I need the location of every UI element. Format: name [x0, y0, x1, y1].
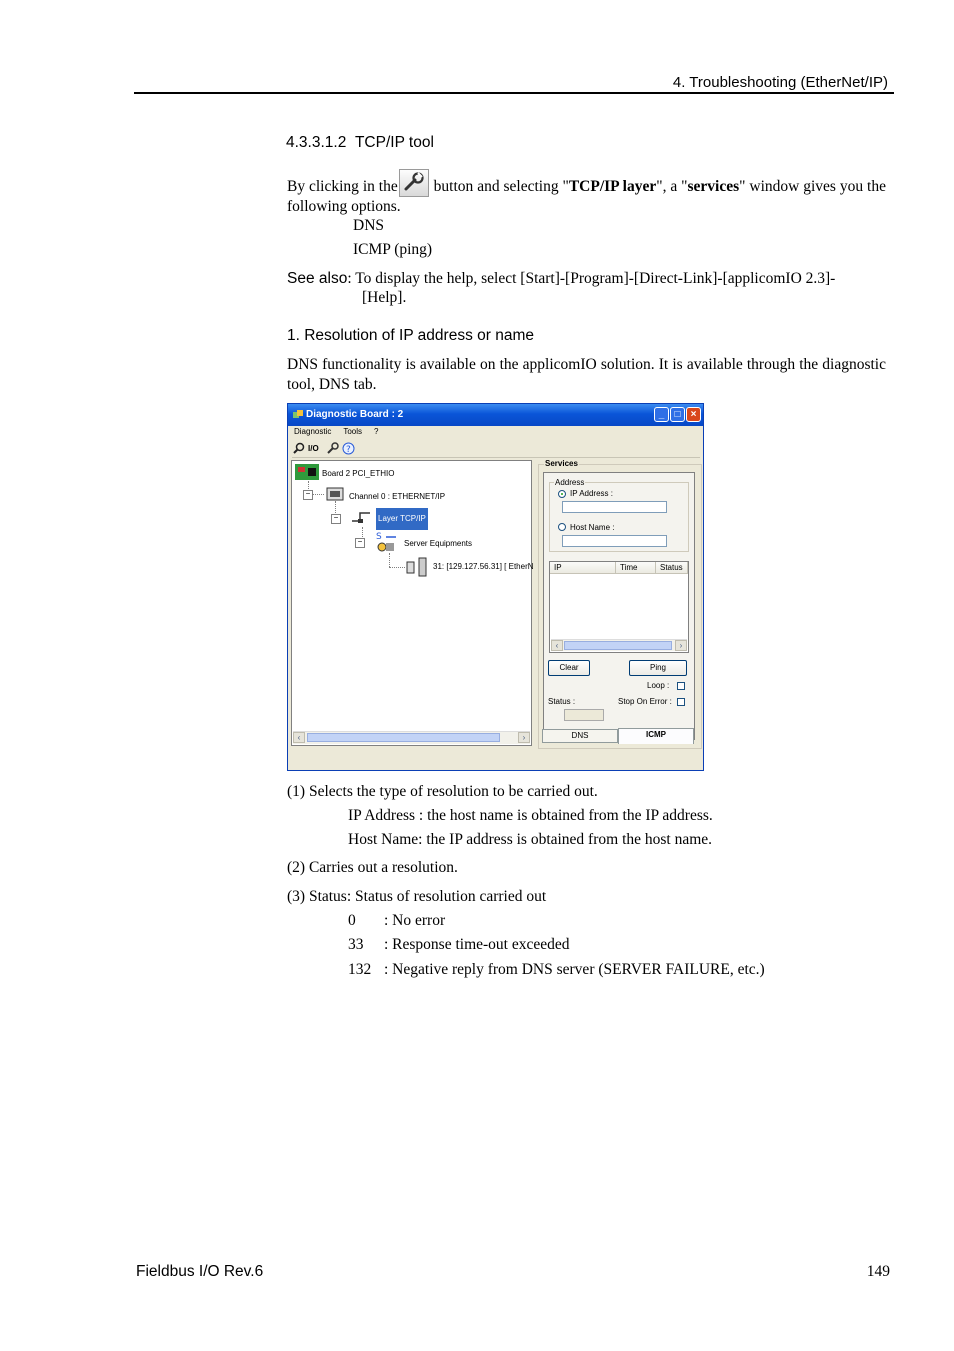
menu-diagnostic[interactable]: Diagnostic	[294, 427, 332, 436]
code-value: 132	[348, 961, 372, 978]
toolbar	[292, 441, 700, 458]
close-button[interactable]: ×	[686, 407, 701, 422]
item-1: (1) Selects the type of resolution to be carried out.	[287, 783, 598, 800]
code-value: 33	[348, 936, 364, 953]
chapter-header: 4. Troubleshooting (EtherNet/IP)	[672, 74, 888, 91]
board-icon	[295, 464, 319, 480]
column-ip[interactable]: IP	[550, 562, 616, 574]
scroll-thumb[interactable]	[307, 733, 500, 742]
intro-bold-tcpip: TCP/IP layer	[568, 178, 657, 195]
option-icmp: ICMP (ping)	[353, 241, 433, 258]
clear-button[interactable]: Clear	[548, 660, 590, 676]
ip-address-radio[interactable]	[558, 490, 566, 498]
tree-channel[interactable]: Channel 0 : ETHERNET/IP	[349, 492, 446, 501]
menu-tools[interactable]: Tools	[343, 427, 363, 436]
host-name-radio[interactable]	[558, 523, 566, 531]
item-1-sub-host: Host Name: the IP address is obtained from the host name.	[348, 831, 713, 848]
loop-checkbox[interactable]	[677, 682, 685, 690]
tree-expander[interactable]: −	[331, 514, 341, 524]
item-3: (3) Status: Status of resolution carried out	[287, 888, 547, 905]
intro-text-2: button and selecting "	[429, 178, 569, 195]
tree-layer-selected[interactable]: Layer TCP/IP	[376, 508, 428, 530]
item-1-sub-ip: IP Address : the host name is obtained from the IP address.	[348, 807, 713, 824]
column-status[interactable]: Status	[656, 562, 688, 574]
section-title: TCP/IP tool	[354, 134, 434, 151]
diagnostic-window	[287, 403, 704, 771]
section-number: 4.3.3.1.2	[286, 134, 347, 151]
stop-on-error-checkbox[interactable]	[677, 698, 685, 706]
intro-paragraph	[287, 169, 886, 217]
services-group	[538, 459, 702, 749]
stop-on-error-label: Stop On Error :	[618, 697, 672, 706]
menu-help[interactable]: ?	[374, 427, 379, 436]
code-desc: : No error	[384, 912, 446, 929]
tree-equipment[interactable]: 31: [129.127.56.31] [ EtherN	[433, 562, 534, 571]
code-desc: : Negative reply from DNS server (SERVER FAILURE, etc.)	[384, 961, 765, 978]
window-title: Diagnostic Board : 2	[306, 409, 404, 420]
column-time[interactable]: Time	[616, 562, 656, 574]
tree-hscrollbar[interactable]	[293, 731, 530, 744]
see-also-label: See also	[287, 270, 348, 287]
footer-title: Fieldbus I/O Rev.6	[136, 1263, 264, 1280]
subsection-title: 1. Resolution of IP address or name	[287, 327, 534, 344]
option-dns: DNS	[353, 217, 385, 234]
tree-expander[interactable]: −	[303, 490, 313, 500]
service-tabs	[542, 729, 697, 745]
minimize-button[interactable]: _	[654, 407, 669, 422]
menu-bar	[290, 427, 387, 436]
address-group	[549, 478, 689, 552]
scroll-left-icon[interactable]: ‹	[293, 732, 305, 743]
channel-icon	[326, 487, 344, 501]
tab-dns[interactable]: DNS	[542, 729, 618, 743]
results-list[interactable]	[549, 561, 689, 653]
see-also	[287, 269, 887, 289]
intro-text-1: By clicking in the	[287, 178, 398, 195]
tab-icmp[interactable]: ICMP	[618, 728, 694, 744]
io-tool-button[interactable]: I/O	[308, 444, 319, 453]
code-value: 0	[348, 912, 356, 929]
services-label: Services	[545, 459, 578, 468]
see-also-line2: [Help].	[362, 289, 407, 306]
address-label: Address	[555, 478, 585, 487]
maximize-button[interactable]: □	[670, 407, 685, 422]
subsection-paragraph: DNS functionality is available on the applicomIO solution. It is available through the diagnostic tool, DNS tab.	[287, 356, 886, 393]
intro-text-3: ", a "	[656, 178, 688, 195]
host-name-input[interactable]	[562, 535, 667, 547]
server-icon	[374, 531, 400, 553]
host-name-label: Host Name :	[570, 523, 615, 532]
svg-text:?: ?	[346, 445, 351, 455]
page-number: 149	[866, 1263, 890, 1280]
device-tree[interactable]	[291, 460, 532, 746]
status-field	[564, 709, 604, 721]
app-icon	[292, 409, 304, 421]
code-desc: : Response time-out exceeded	[384, 936, 570, 953]
item-2: (2) Carries out a resolution.	[287, 859, 458, 876]
header-rule	[134, 92, 894, 94]
scroll-right-icon[interactable]: ›	[675, 640, 687, 651]
status-label: Status :	[548, 697, 576, 706]
help-icon[interactable]	[342, 442, 355, 455]
wrench-icon[interactable]	[326, 442, 339, 455]
network-icon	[350, 509, 372, 525]
intro-text-4: " window gives you the following options.	[287, 178, 886, 215]
window-titlebar	[288, 404, 703, 426]
see-also-line1: : To display the help, select [Start]-[Program]-[Direct-Link]-[applicomIO 2.3]-	[347, 270, 836, 287]
loop-label: Loop :	[647, 681, 670, 690]
ip-address-label: IP Address :	[570, 489, 613, 498]
list-hscrollbar[interactable]	[551, 639, 687, 651]
svg-text:S: S	[376, 532, 382, 542]
tools-icon	[399, 169, 429, 197]
ip-address-input[interactable]	[562, 501, 667, 513]
equipment-icon	[406, 557, 428, 577]
search-icon[interactable]	[293, 442, 305, 454]
tree-server-equipments[interactable]: Server Equipments	[404, 539, 473, 548]
tree-board[interactable]: Board 2 PCI_ETHIO	[322, 469, 395, 478]
ping-button[interactable]: Ping	[629, 660, 687, 676]
section-heading	[286, 134, 434, 152]
scroll-left-icon[interactable]: ‹	[551, 640, 563, 651]
services-panel	[543, 472, 695, 740]
intro-bold-services: services	[687, 178, 740, 195]
scroll-right-icon[interactable]: ›	[518, 732, 530, 743]
scroll-thumb[interactable]	[564, 641, 672, 650]
tree-expander[interactable]: −	[355, 538, 365, 548]
